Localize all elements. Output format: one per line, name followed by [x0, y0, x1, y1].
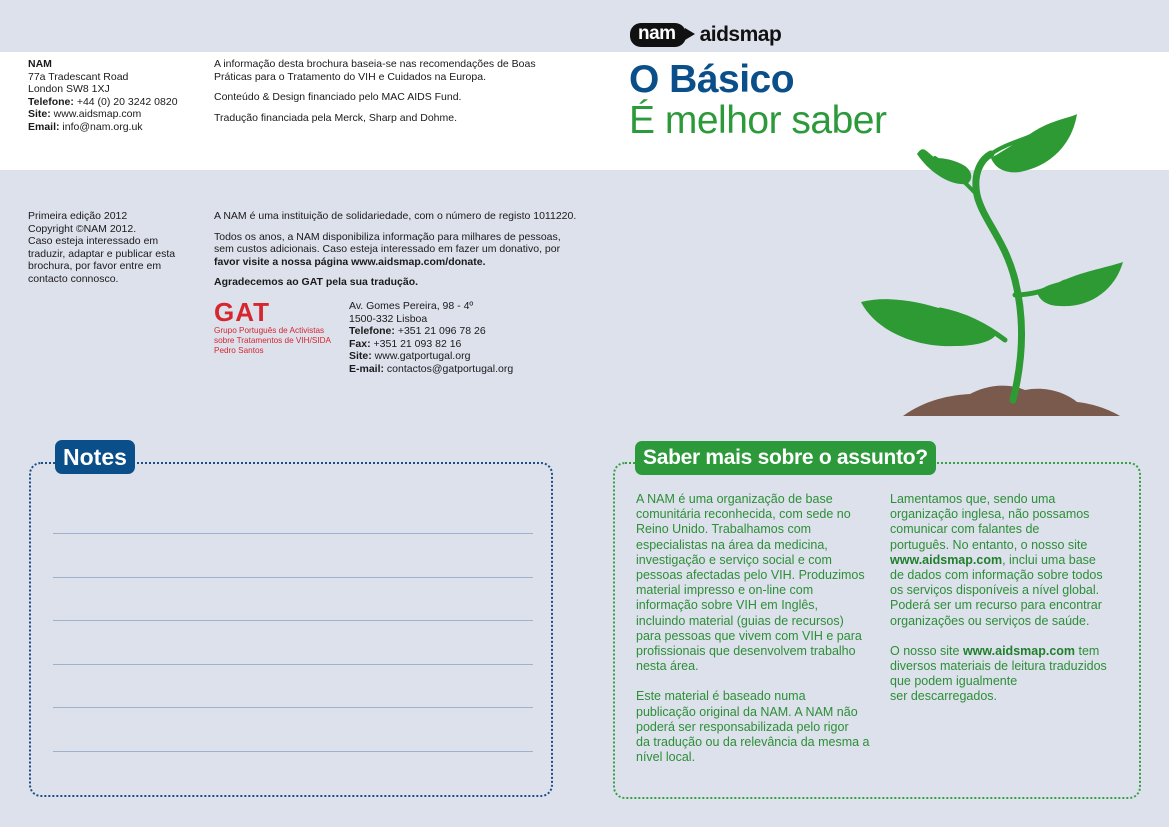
info-line: pessoas afectadas pelo VIH. Produzimos	[636, 568, 865, 583]
info-line: nesta área.	[636, 659, 699, 674]
info-right-p2	[890, 644, 1107, 705]
credits	[214, 58, 536, 132]
nam-aidsmap-logo	[630, 22, 781, 48]
gat-phone-label: Telefone:	[349, 325, 395, 338]
info-line: material impresso e on-line com	[636, 583, 814, 598]
title-sub: É melhor saber	[629, 99, 887, 142]
info-line: comunitária reconhecida, com sede no	[636, 507, 851, 522]
info-line: organizações ou serviços de saúde.	[890, 613, 1090, 628]
nam-name: NAM	[28, 58, 52, 70]
gat-site-label: Site:	[349, 350, 372, 363]
edition-line: brochura, por favor entre em	[28, 260, 162, 273]
edition-line: contacto connosco.	[28, 272, 119, 285]
credits-p1-line1: A informação desta brochura baseia-se nas recomendações de Boas	[214, 58, 536, 70]
nam-street: 77a Tradescant Road	[28, 70, 129, 83]
info-line: informação sobre VIH em Inglês,	[636, 598, 819, 613]
credits-p3: Tradução financiada pela Merck, Sharp and Dohme.	[214, 111, 457, 124]
info-left-p2	[636, 689, 869, 765]
info-line: da tradução ou da relevância da mesma a	[636, 735, 870, 750]
nam-email-link[interactable]: info@nam.org.uk	[59, 120, 143, 133]
edition-line: traduzir, adaptar e publicar esta	[28, 247, 176, 260]
edition-line: Primeira edição 2012	[28, 210, 128, 222]
logo-nam: nam	[630, 23, 686, 47]
gat-fax: +351 21 093 82 16	[370, 337, 462, 350]
info-line: especialistas na área da medicina,	[636, 537, 828, 552]
title-main: O Básico	[629, 58, 795, 101]
charity-p2-line2: sem custos adicionais. Caso esteja interessado em fazer um donativo, por	[214, 243, 561, 256]
edition-line: Caso esteja interessado em	[28, 235, 159, 248]
aidsmap-link[interactable]: www.aidsmap.com	[962, 643, 1076, 658]
edition-info	[28, 210, 175, 286]
info-line: de dados com informação sobre todos	[890, 568, 1103, 583]
gat-contact-name: Pedro Santos	[214, 346, 264, 355]
info-line: que podem igualmente	[890, 674, 1018, 689]
notes-line[interactable]	[53, 620, 533, 621]
aidsmap-link[interactable]: www.aidsmap.com	[890, 552, 1003, 567]
info-line: ser descarregados.	[890, 689, 998, 704]
charity-info	[214, 210, 576, 297]
nam-site-label: Site:	[28, 108, 51, 121]
gat-email-link[interactable]: contactos@gatportugal.org	[384, 362, 514, 375]
info-line: os serviços disponíveis a nível global.	[890, 583, 1100, 598]
logo-aidsmap: aidsmap	[699, 23, 782, 46]
info-line: português. No entanto, o nosso site	[890, 537, 1088, 552]
leaf-top	[991, 114, 1077, 172]
info-line: O nosso site	[890, 643, 963, 658]
credits-p2: Conteúdo & Design financiado pelo MAC AIDS Fund.	[214, 91, 462, 104]
notes-heading: Notes	[55, 440, 135, 474]
notes-line[interactable]	[53, 533, 533, 534]
gat-phone: +351 21 096 78 26	[394, 325, 486, 338]
notes-line[interactable]	[53, 577, 533, 578]
gat-subtitle-1: Grupo Português de Activistas	[214, 326, 325, 335]
info-line: investigação e serviço social e com	[636, 552, 832, 567]
nam-phone-label: Telefone:	[28, 95, 74, 108]
info-line: publicação original da NAM. A NAM não	[636, 704, 858, 719]
credits-p1-line2: Práticas para o Tratamento do VIH e Cuidados na Europa.	[214, 70, 486, 83]
info-line: comunicar com falantes de	[890, 522, 1040, 537]
info-line: , inclui uma base	[1002, 552, 1096, 567]
charity-p1: A NAM é uma instituição de solidariedade, com o número de registo 1011220.	[214, 210, 577, 222]
info-line: organização inglesa, não possamos	[890, 507, 1090, 522]
gat-site-link[interactable]: www.gatportugal.org	[371, 350, 471, 363]
info-line: profissionais que desenvolvem trabalho	[636, 644, 856, 659]
info-line: Este material é baseado numa	[636, 689, 806, 704]
thanks-gat: Agradecemos ao GAT pela sua tradução.	[214, 276, 419, 289]
notes-line[interactable]	[53, 664, 533, 665]
edition-line: Copyright ©NAM 2012.	[28, 222, 137, 235]
nam-phone: +44 (0) 20 3242 0820	[73, 95, 178, 108]
nam-city: London SW8 1XJ	[28, 83, 110, 96]
donate-link[interactable]: favor visite a nossa página www.aidsmap.com/donate.	[214, 255, 486, 268]
info-right-column	[890, 492, 1107, 720]
info-line: Lamentamos que, sendo uma	[890, 492, 1056, 506]
info-left-p1	[636, 492, 869, 674]
nam-email-label: Email:	[28, 120, 60, 133]
leaf-right	[1037, 262, 1123, 306]
info-left-column	[636, 492, 869, 780]
plant-illustration	[855, 110, 1135, 422]
gat-subtitle-2: sobre Tratamentos de VIH/SIDA	[214, 336, 331, 345]
gat-addr1: Av. Gomes Pereira, 98 - 4º	[349, 300, 474, 312]
notes-line[interactable]	[53, 751, 533, 752]
info-line: Poderá ser um recurso para encontrar	[890, 598, 1102, 613]
gat-wordmark: GAT	[214, 297, 270, 327]
gat-address	[349, 300, 513, 376]
leaf-left	[861, 299, 995, 346]
info-line: diversos materiais de leitura traduzidos	[890, 659, 1107, 674]
gat-fax-label: Fax:	[349, 337, 371, 350]
plant-stem	[976, 154, 1022, 400]
info-heading: Saber mais sobre o assunto?	[635, 441, 936, 475]
info-line: incluindo material (guias de recursos)	[636, 613, 844, 628]
notes-box	[29, 462, 553, 797]
info-line: nível local.	[636, 750, 696, 765]
notes-line[interactable]	[53, 707, 533, 708]
nam-site-link[interactable]: www.aidsmap.com	[50, 108, 142, 121]
gat-addr2: 1500-332 Lisboa	[349, 312, 428, 325]
gat-logo	[214, 298, 331, 356]
info-line: Reino Unido. Trabalhamos com	[636, 522, 812, 537]
info-line: tem	[1075, 643, 1100, 658]
leaf-top-left	[917, 149, 971, 184]
info-right-p1	[890, 492, 1107, 629]
charity-p2-line1: Todos os anos, a NAM disponibiliza informação para milhares de pessoas,	[214, 230, 561, 243]
nam-address	[28, 58, 178, 134]
info-line: A NAM é uma organização de base	[636, 492, 833, 506]
info-line: para pessoas que vivem com VIH e para	[636, 628, 862, 643]
gat-email-label: E-mail:	[349, 362, 385, 375]
info-line: poderá ser responsabilizada pelo rigor	[636, 719, 849, 734]
